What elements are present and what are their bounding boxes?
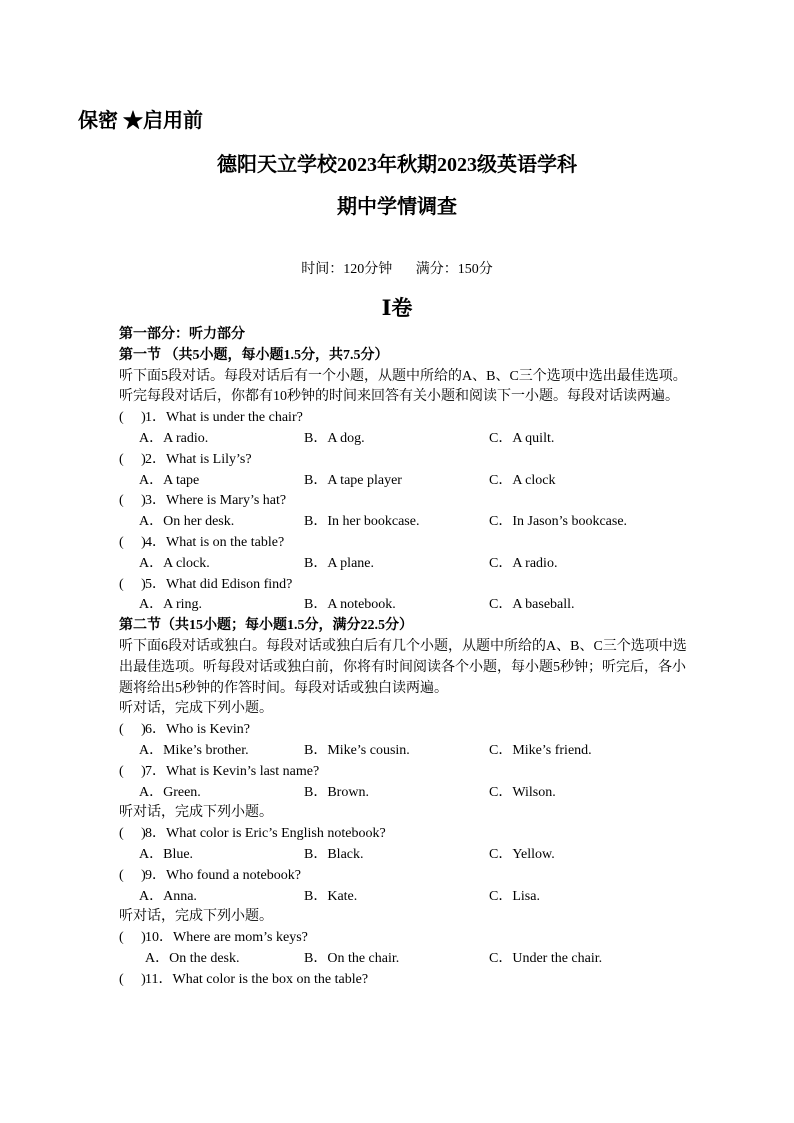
answer-blank[interactable]: ( ) (119, 451, 146, 467)
question-options (119, 554, 689, 575)
part-heading: 第一部分：听力部分 (119, 327, 245, 342)
answer-blank[interactable]: ( ) (119, 534, 146, 550)
question-options (119, 741, 689, 762)
option-c: C．Wilson. (489, 784, 556, 800)
section-heading: 第二节（共15小题；每小题1.5分，满分22.5分） (119, 618, 413, 634)
option-a: A．On the desk. (145, 950, 240, 966)
option-c: C．Lisa. (489, 888, 540, 904)
question-stem: ( )10．Where are mom’s keys? (119, 928, 689, 949)
answer-blank[interactable]: ( ) (119, 867, 146, 883)
answer-blank[interactable]: ( ) (119, 930, 146, 946)
option-a: A．Mike’s brother. (139, 742, 249, 758)
question-options (119, 887, 689, 908)
answer-blank[interactable]: ( ) (119, 826, 146, 842)
group-prompt: 听对话，完成下列小题。 (119, 909, 273, 925)
option-a: A．Blue. (139, 846, 194, 862)
answer-blank[interactable]: ( ) (119, 576, 146, 592)
group-prompt: 听对话，完成下列小题。 (119, 701, 273, 717)
exam-score: 满分：150分 (415, 262, 493, 277)
option-c: C．A quilt. (489, 430, 555, 446)
exam-time: 时间：120分钟 (301, 262, 393, 277)
question-stem: ( )1．What is under the chair? (119, 408, 689, 429)
option-a: A．A radio. (139, 430, 209, 446)
option-b: B．In her bookcase. (304, 514, 420, 530)
question-options (119, 429, 689, 450)
section-heading: 第一节 （共5小题，每小题1.5分，共7.5分） (119, 347, 389, 363)
question-stem: ( )3．Where is Mary’s hat? (119, 491, 689, 512)
question-options (119, 471, 689, 492)
section-instructions: 听下面5段对话。每段对话后有一个小题，从题中所给的A、B、C三个选项中选出最佳选项。听完每段对话后，你都有10秒钟的时间来回答有关小题和阅读下一小题。每段对话读两遍。 (119, 368, 687, 405)
option-c: C．Mike’s friend. (489, 742, 592, 758)
option-a: A．Green. (139, 784, 201, 800)
volume-label: Ⅰ卷 (381, 296, 413, 320)
exam-subtitle: 期中学情调查 (337, 196, 457, 218)
option-b: B．On the chair. (304, 950, 400, 966)
option-c: C．A clock (489, 472, 556, 488)
option-c: C．In Jason’s bookcase. (489, 514, 628, 530)
answer-blank[interactable]: ( ) (119, 971, 146, 987)
option-a: A．A ring. (139, 597, 202, 613)
option-c: C．Yellow. (489, 846, 555, 862)
answer-blank[interactable]: ( ) (119, 763, 146, 779)
question-stem: ( )8．What color is Eric’s English notebook? (119, 824, 689, 845)
answer-blank[interactable]: ( ) (119, 410, 146, 426)
question-options (119, 949, 689, 970)
option-b: B．Kate. (304, 888, 358, 904)
option-b: B．A dog. (304, 430, 365, 446)
answer-blank[interactable]: ( ) (119, 493, 146, 509)
question-stem: ( )11．What color is the box on the table? (119, 970, 689, 991)
option-c: C．Under the chair. (489, 950, 603, 966)
question-options (119, 512, 689, 533)
exam-meta (0, 258, 794, 278)
option-a: A．Anna. (139, 888, 197, 904)
option-b: B．Brown. (304, 784, 369, 800)
question-stem: ( )5．What did Edison find? (119, 575, 689, 596)
option-b: B．A plane. (304, 555, 374, 571)
option-b: B．A tape player (304, 472, 402, 488)
confidential-label: 保密 ★启用前 (78, 110, 203, 132)
question-stem: ( )4．What is on the table? (119, 533, 689, 554)
exam-content (119, 325, 689, 991)
option-a: A．A tape (139, 472, 200, 488)
question-stem: ( )2．What is Lily’s? (119, 450, 689, 471)
question-options (119, 845, 689, 866)
question-stem: ( )7．What is Kevin’s last name? (119, 762, 689, 783)
answer-blank[interactable]: ( ) (119, 722, 146, 738)
group-prompt: 听对话，完成下列小题。 (119, 805, 273, 821)
question-options (119, 783, 689, 804)
section-instructions: 听下面6段对话或独白。每段对话或独白后有几个小题，从题中所给的A、B、C三个选项中选出最佳选项。听每段对话或独白前，你将有时间阅读各个小题，每小题5秒钟；听完后，各小题将给出5秒钟的作答时间。每段对话或独白读两遍。 (119, 638, 687, 696)
question-stem: ( )9．Who found a notebook? (119, 866, 689, 887)
option-b: B．Mike’s cousin. (304, 742, 410, 758)
option-b: B．Black. (304, 846, 364, 862)
question-options (119, 595, 689, 616)
option-c: C．A baseball. (489, 597, 575, 613)
question-stem: ( )6．Who is Kevin? (119, 720, 689, 741)
exam-title: 德阳天立学校2023年秋期2023级英语学科 (217, 154, 577, 176)
option-c: C．A radio. (489, 555, 558, 571)
option-a: A．On her desk. (139, 514, 235, 530)
option-a: A．A clock. (139, 555, 210, 571)
option-b: B．A notebook. (304, 597, 396, 613)
